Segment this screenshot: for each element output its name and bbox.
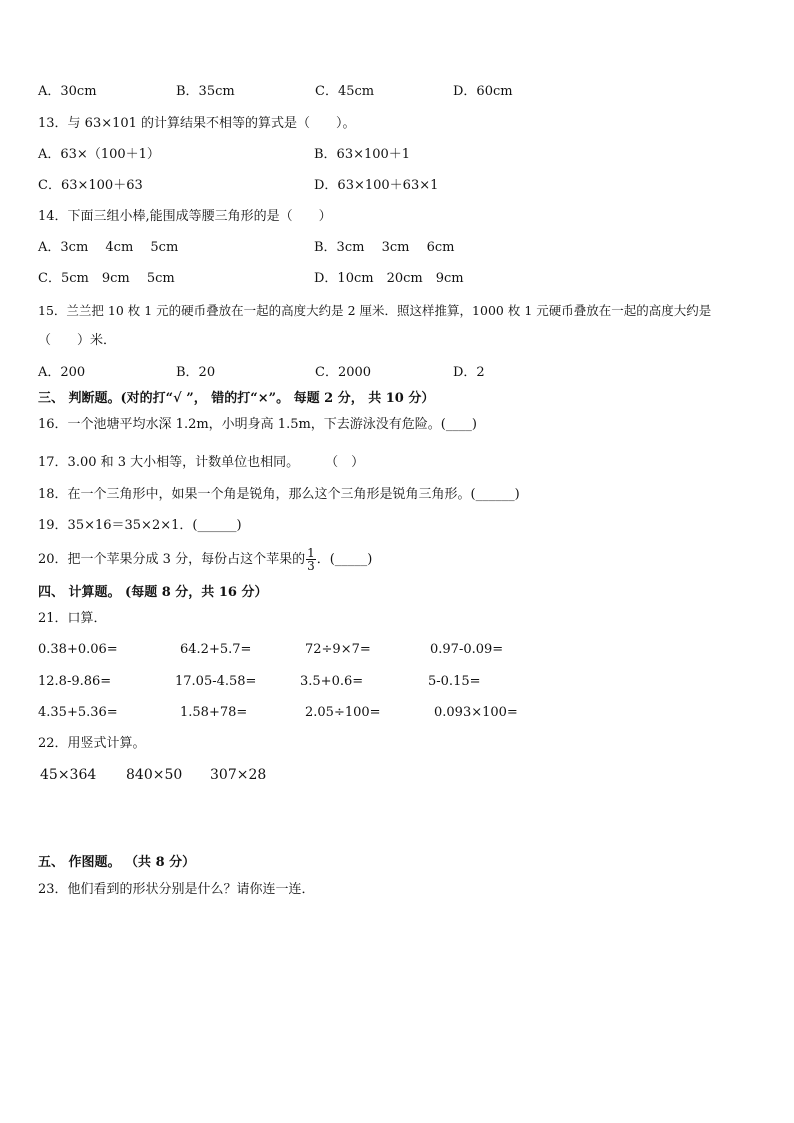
q14-stem: 14．下面三组小棒,能围成等腰三角形的是（ ） bbox=[38, 209, 332, 224]
q19-text: 19．35×16＝35×2×1．(______) bbox=[38, 518, 242, 533]
mental-calc-item: 0.97-0.09= bbox=[430, 642, 504, 657]
q13-option-d: D．63×100＋63×1 bbox=[314, 178, 439, 193]
fraction-numerator: 1 bbox=[307, 546, 315, 560]
q14-option-c: C．5cm 9cm 5cm bbox=[38, 271, 175, 286]
q22-text: 22．用竖式计算。 bbox=[38, 736, 146, 751]
q13-option-b: B．63×100＋1 bbox=[314, 147, 411, 162]
q16-text: 16．一个池塘平均水深 1.2m，小明身高 1.5m，下去游泳没有危险。(____) bbox=[38, 417, 477, 432]
section4-heading: 四、 计算题。 (每题 8 分，共 16 分） bbox=[38, 585, 268, 600]
q12-option-d: D．60cm bbox=[453, 84, 513, 99]
section3-heading: 三、 判断题。(对的打“√ ”， 错的打“×”。 每题 2 分， 共 10 分） bbox=[38, 391, 435, 406]
mental-calc-item: 4.35+5.36= bbox=[38, 705, 118, 720]
section5-heading: 五、 作图题。 （共 8 分） bbox=[38, 855, 196, 870]
q20-text bbox=[38, 545, 372, 575]
q12-option-c: C．45cm bbox=[315, 84, 375, 99]
q15-option-a: A．200 bbox=[38, 365, 86, 380]
q14-option-d: D．10cm 20cm 9cm bbox=[314, 271, 464, 286]
q15-stem-line2: （ ）米． bbox=[38, 333, 117, 348]
q13-option-c: C．63×100＋63 bbox=[38, 178, 143, 193]
q15-option-b: B．20 bbox=[176, 365, 216, 380]
q15-option-c: C．2000 bbox=[315, 365, 372, 380]
q17-text: 17．3.00 和 3 大小相等，计数单位也相同。 （ ） bbox=[38, 455, 365, 470]
mental-calc-item: 2.05÷100= bbox=[305, 705, 381, 720]
vertical-calc-item: 45×364 bbox=[40, 767, 97, 783]
mental-calc-item: 1.58+78= bbox=[180, 705, 248, 720]
fraction-one-third bbox=[306, 547, 316, 572]
q23-text: 23．他们看到的形状分别是什么？请你连一连． bbox=[38, 882, 315, 897]
vertical-calc-item: 840×50 bbox=[126, 767, 183, 783]
q15-stem-line1: 15．兰兰把 10 枚 1 元的硬币叠放在一起的高度大约是 2 厘米．照这样推算，1000 枚 1 元硬币叠放在一起的高度大约是 bbox=[38, 303, 712, 318]
mental-calc-item: 12.8-9.86= bbox=[38, 674, 112, 689]
mental-calc-item: 64.2+5.7= bbox=[180, 642, 252, 657]
mental-calc-item: 0.38+0.06= bbox=[38, 642, 118, 657]
mental-calc-item: 0.093×100= bbox=[434, 705, 518, 720]
q20-text-after: ．(_____) bbox=[316, 552, 373, 567]
q12-option-a: A．30cm bbox=[38, 84, 97, 99]
q13-option-a: A．63×（100＋1） bbox=[38, 147, 160, 162]
q14-option-a: A．3cm 4cm 5cm bbox=[38, 240, 179, 255]
mental-calc-item: 72÷9×7= bbox=[305, 642, 371, 657]
q13-stem: 13．与 63×101 的计算结果不相等的算式是（ ）。 bbox=[38, 116, 356, 131]
mental-calc-item: 3.5+0.6= bbox=[300, 674, 364, 689]
mental-calc-item: 17.05-4.58= bbox=[175, 674, 257, 689]
q20-text-before: 20．把一个苹果分成 3 分，每份占这个苹果的 bbox=[38, 552, 306, 567]
vertical-calc-item: 307×28 bbox=[210, 767, 267, 783]
q18-text: 18．在一个三角形中，如果一个角是锐角，那么这个三角形是锐角三角形。(______) bbox=[38, 487, 520, 502]
q21-text: 21．口算． bbox=[38, 611, 107, 626]
q12-option-b: B．35cm bbox=[176, 84, 235, 99]
mental-calc-item: 5-0.15= bbox=[428, 674, 481, 689]
q14-option-b: B．3cm 3cm 6cm bbox=[314, 240, 455, 255]
q15-option-d: D．2 bbox=[453, 365, 485, 380]
fraction-denominator: 3 bbox=[307, 559, 315, 573]
